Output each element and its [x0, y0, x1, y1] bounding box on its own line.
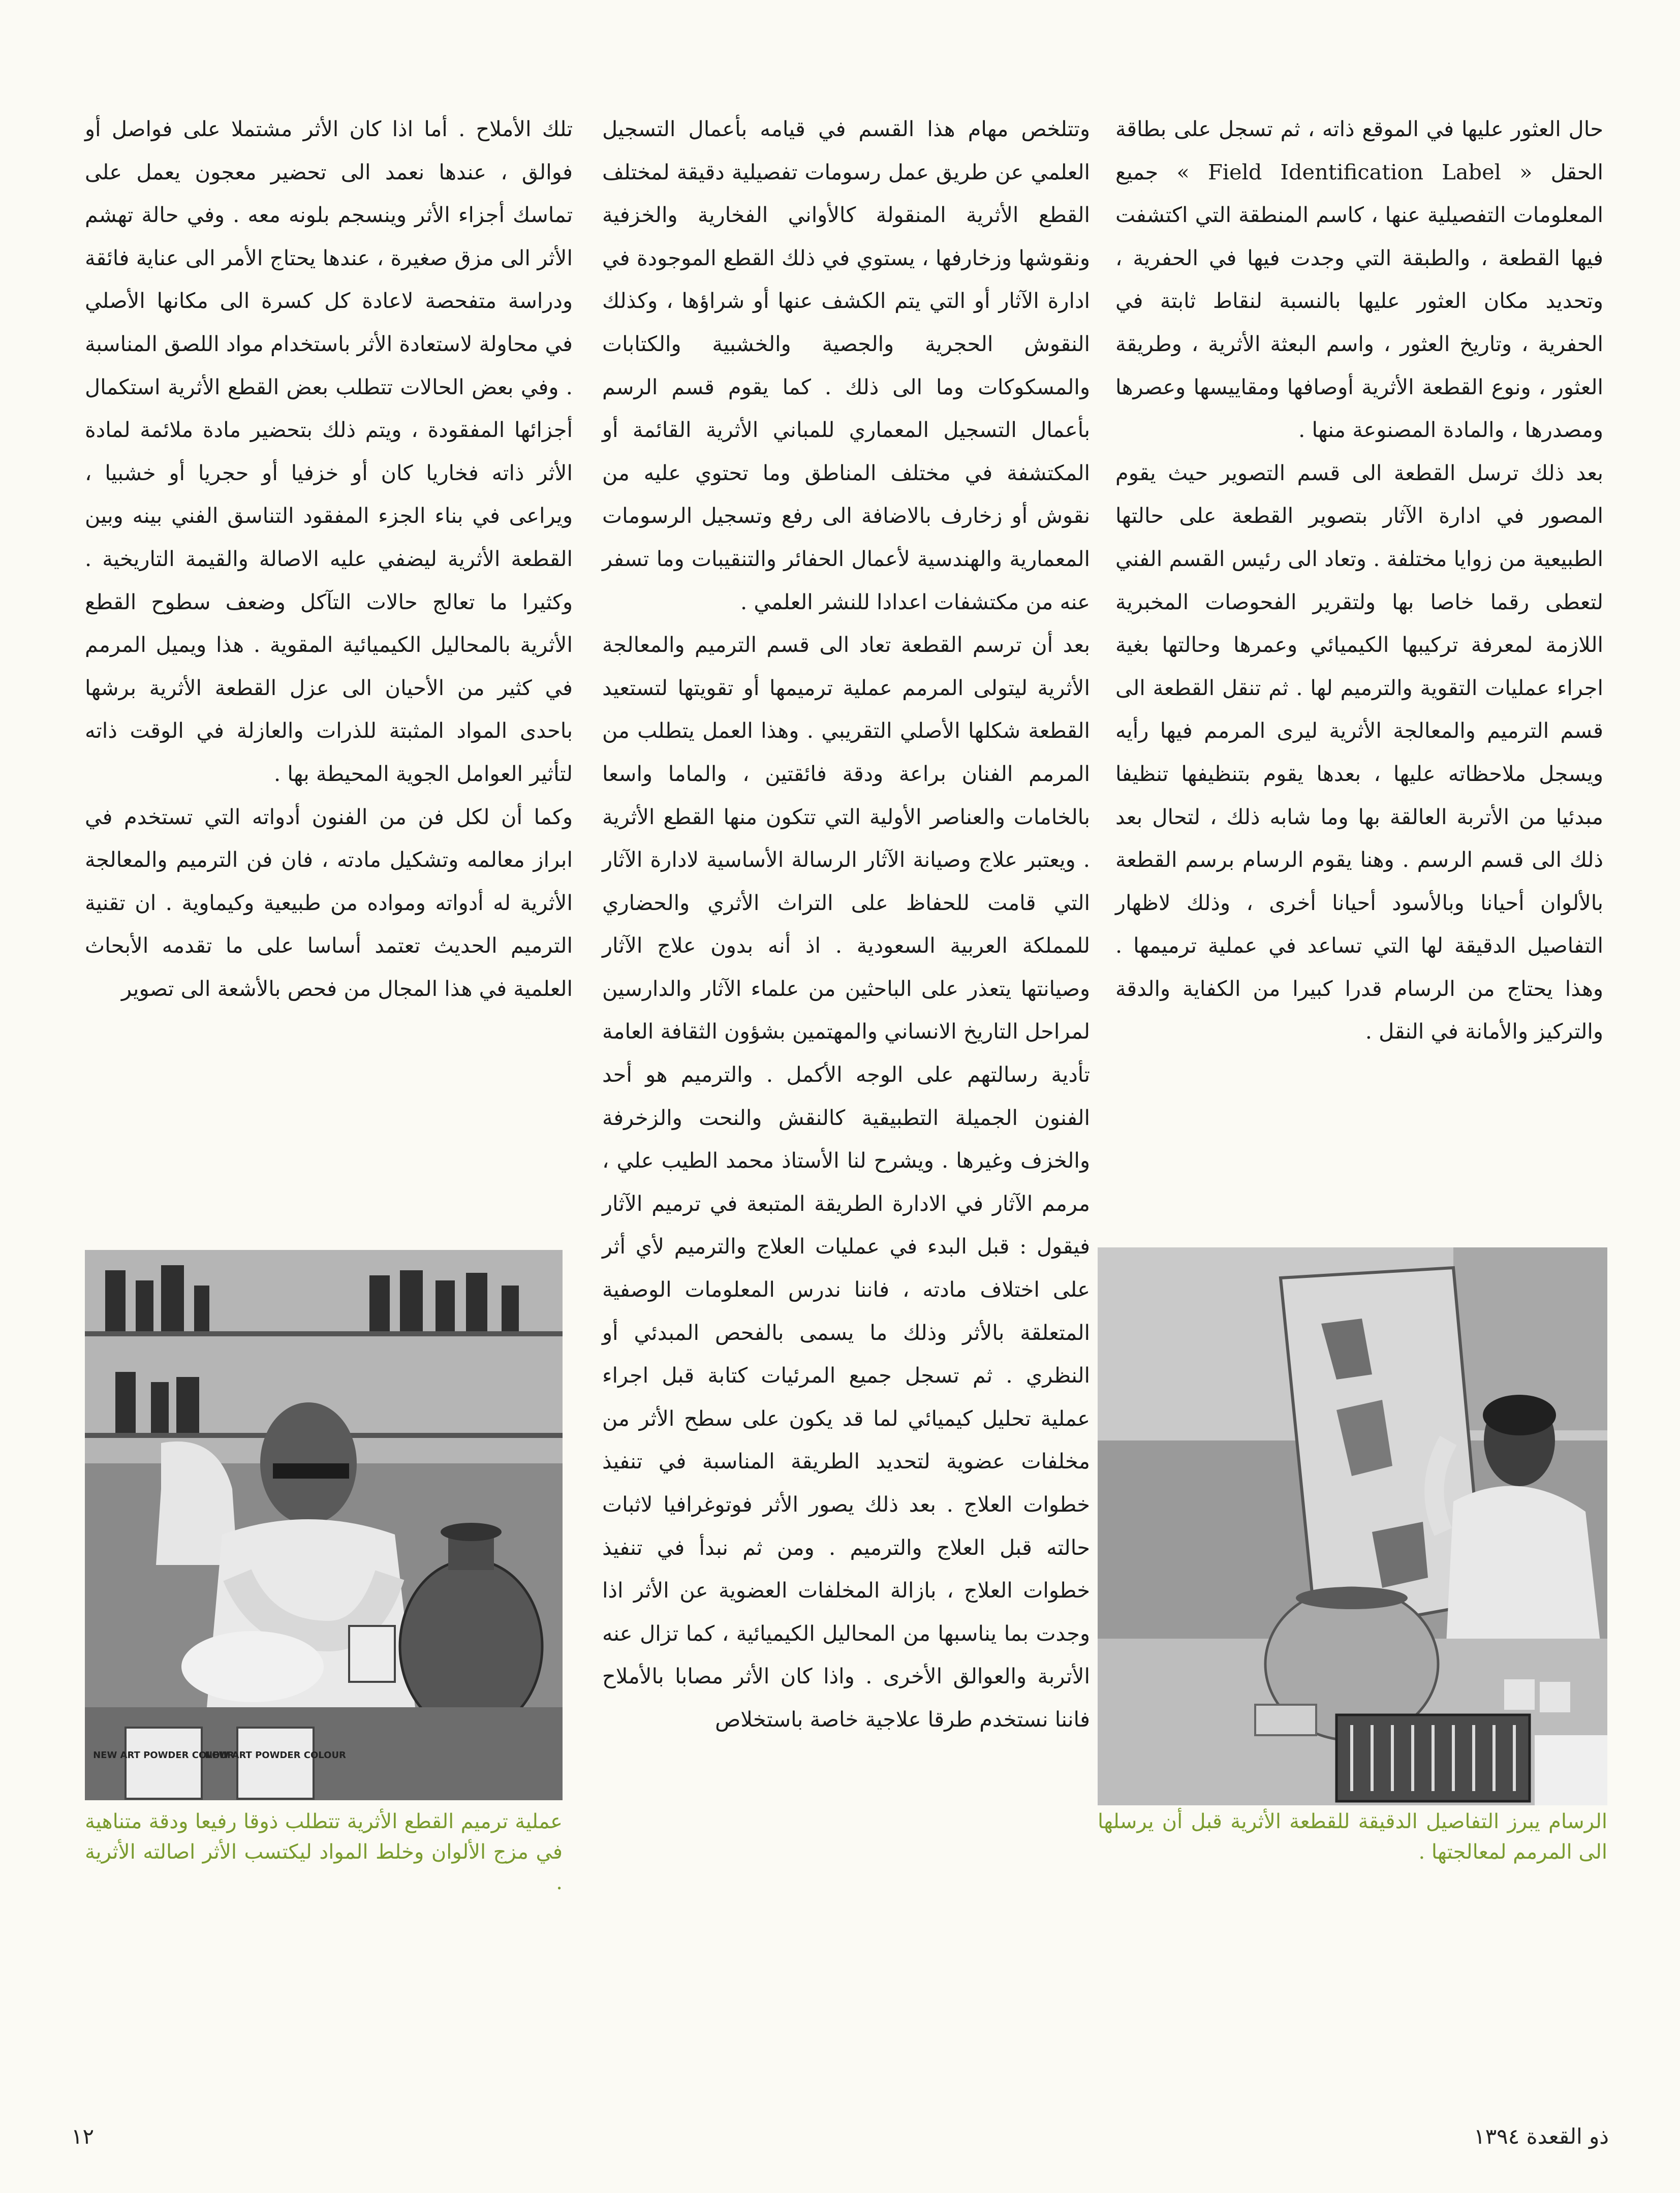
caption-text: عملية ترميم القطع الأثرية تتطلب ذوقا رفيعا ودقة متناهية في مزج الألوان وخلط المواد ليكتسب الأثر اصالته الأثرية .: [85, 1810, 563, 1894]
page-number: ١٢: [71, 2124, 95, 2149]
jar-label-1: NEW ART POWDER COLOUR: [93, 1750, 234, 1761]
text-column-middle: [602, 108, 1090, 1741]
text-column-left: [85, 108, 573, 1010]
paragraph: بعد ذلك ترسل القطعة الى قسم التصوير حيث يقوم المصور في ادارة الآثار بتصوير القطعة على حالتها الطبيعية من زوايا مختلفة . وتعاد الى رئيس القسم الفني لتعطى رقما خاصا بها ولتقرير الفحوصات المخبرية اللازمة لمعرفة تركيبها الكيميائي وعمرها وحالتها بغية اجراء عمليات التقوية والترميم لها . ثم تنقل القطعة الى قسم الترميم والمعالجة الأثرية ليرى المرمم فيها رأيه ويسجل ملاحظاته عليها ، بعدها يقوم بتنظيفها تنظيفا مبدئيا من الأتربة العالقة بها وما شابه ذلك ، لتحال بعد ذلك الى قسم الرسم . وهنا يقوم الرسام برسم القطعة بالألوان أحيانا وبالأسود أحيانا أخرى ، وذلك لاظهار التفاصيل الدقيقة لها التي تساعد في عملية ترميمها . وهذا يحتاج من الرسام قدرا كبيرا من الكفاية والدقة والتركيز والأمانة في النقل .: [1115, 460, 1603, 1044]
photo-illustrator-drawing: [1098, 1247, 1607, 1805]
photo-restorer-working: [85, 1250, 563, 1800]
photo-caption-left: [85, 1806, 563, 1898]
paragraph: تلك الأملاح . أما اذا كان الأثر مشتملا على فواصل أو فوالق ، عندها نعمد الى تحضير معجون يعمل على تماسك أجزاء الأثر وينسجم بلونه معه . وفي حالة تهشم الأثر الى مزق صغيرة ، عندها يحتاج الأمر الى عناية فائقة ودراسة متفحصة لاعادة كل كسرة الى مكانها الأصلي في محاولة لاستعادة الأثر باستخدام مواد اللصق المناسبة . وفي بعض الحالات تتطلب بعض القطع الأثرية استكمال أجزائها المفقودة ، ويتم ذلك بتحضير مادة ملائمة لمادة الأثر ذاته فخاريا كان أو خزفيا أو حجريا أو خشبيا ، ويراعى في بناء الجزء المفقود التناسق الفني بينه وبين القطعة الأثرية ليضفي عليه الاصالة والقيمة التاريخية . وكثيرا ما تعالج حالات التآكل وضعف سطوح القطع الأثرية بالمحاليل الكيميائية المقوية . هذا ويميل المرمم في كثير من الأحيان الى عزل القطعة الأثرية برشها باحدى المواد المثبتة للذرات والعازلة في الوقت ذاته لتأثير العوامل الجوية المحيطة بها .: [85, 116, 573, 786]
paragraph: حال العثور عليها في الموقع ذاته ، ثم تسجل على بطاقة الحقل « Field Identification Label » جميع المعلومات التفصيلية عنها ، كاسم المنطقة التي اكتشفت فيها القطعة ، والطبقة التي وجدت فيها في الحفرية ، وتحديد مكان العثور عليها بالنسبة لنقاط ثابتة في الحفرية ، وتاريخ العثور ، واسم البعثة الأثرية ، وطريقة العثور ، ونوع القطعة الأثرية أوصافها ومقاييسها وعصرها ومصدرها ، والمادة المصنوعة منها .: [1115, 116, 1603, 443]
photo-caption-right: [1098, 1806, 1607, 1867]
photo-illustration: [1098, 1247, 1607, 1805]
jar-label-2: NEW ART POWDER COLOUR: [205, 1750, 346, 1761]
paragraph: بعد أن ترسم القطعة تعاد الى قسم الترميم والمعالجة الأثرية ليتولى المرمم عملية ترميمها أو تقويتها لتستعيد القطعة شكلها الأصلي التقريبي . وهذا العمل يتطلب من المرمم الفنان براعة ودقة فائقتين ، والماما واسعا بالخامات والعناصر الأولية التي تتكون منها القطع الأثرية . ويعتبر علاج وصيانة الآثار الرسالة الأساسية لادارة الآثار التي قامت للحفاظ على التراث الأثري والحضاري للمملكة العربية السعودية . اذ أنه بدون علاج الآثار وصيانتها يتعذر على الباحثين من علماء الآثار والدارسين لمراحل التاريخ الانساني والمهتمين بشؤون الثقافة العامة تأدية رسالتهم على الوجه الأكمل . والترميم هو أحد الفنون الجميلة التطبيقية كالنقش والنحت والزخرفة والخزف وغيرها . ويشرح لنا الأستاذ محمد الطيب علي ، مرمم الآثار في الادارة الطريقة المتبعة في ترميم الآثار فيقول : قبل البدء في عمليات العلاج والترميم لأي أثر على اختلاف مادته ، فاننا ندرس المعلومات الوصفية المتعلقة بالأثر وذلك ما يسمى بالفحص المبدئي أو النظري . ثم تسجل جميع المرئيات كتابة قبل اجراء عملية تحليل كيميائي لما قد يكون على سطح الأثر من مخلفات عضوية لتحديد الطريقة المناسبة في تنفيذ خطوات العلاج . بعد ذلك يصور الأثر فوتوغرافيا لاثبات حالته قبل العلاج والترميم . ومن ثم نبدأ في تنفيذ خطوات العلاج ، بازالة المخلفات العضوية عن الأثر اذا وجدت بما يناسبها من المحاليل الكيميائية ، كما تزال عنه الأتربة والعوالق الأخرى . واذا كان الأثر مصابا بالأملاح فاننا نستخدم طرقا علاجية خاصة باستخلاص: [602, 632, 1090, 1732]
issue-date: ذو القعدة ١٣٩٤: [1474, 2124, 1609, 2149]
photo-restoration: [85, 1250, 563, 1800]
text-column-right: [1115, 108, 1603, 1053]
paragraph: وتتلخص مهام هذا القسم في قيامه بأعمال التسجيل العلمي عن طريق عمل رسومات تفصيلية دقيقة لمختلف القطع الأثرية المنقولة كالأواني الفخارية والخزفية ونقوشها وزخارفها ، يستوي في ذلك القطع الموجودة في ادارة الآثار أو التي يتم الكشف عنها أو شراؤها ، وكذلك النقوش الحجرية والجصية والخشبية والكتابات والمسكوكات وما الى ذلك . كما يقوم قسم الرسم بأعمال التسجيل المعماري للمباني الأثرية القائمة أو المكتشفة في مختلف المناطق وما تحتوي عليه من نقوش أو زخارف بالاضافة الى رفع وتسجيل الرسومات المعمارية والهندسية لأعمال الحفائر والتنقيبات وما تسفر عنه من مكتشفات اعدادا للنشر العلمي .: [602, 116, 1090, 614]
paragraph: وكما أن لكل فن من الفنون أدواته التي تستخدم في ابراز معالمه وتشكيل مادته ، فان فن الترميم والمعالجة الأثرية له أدواته ومواده من طبيعية وكيماوية . ان تقنية الترميم الحديث تعتمد أساسا على ما تقدمه الأبحاث العلمية في هذا المجال من فحص بالأشعة الى تصوير: [85, 804, 573, 1001]
caption-text: الرسام يبرز التفاصيل الدقيقة للقطعة الأثرية قبل أن يرسلها الى المرمم لمعالجتها .: [1098, 1810, 1607, 1864]
